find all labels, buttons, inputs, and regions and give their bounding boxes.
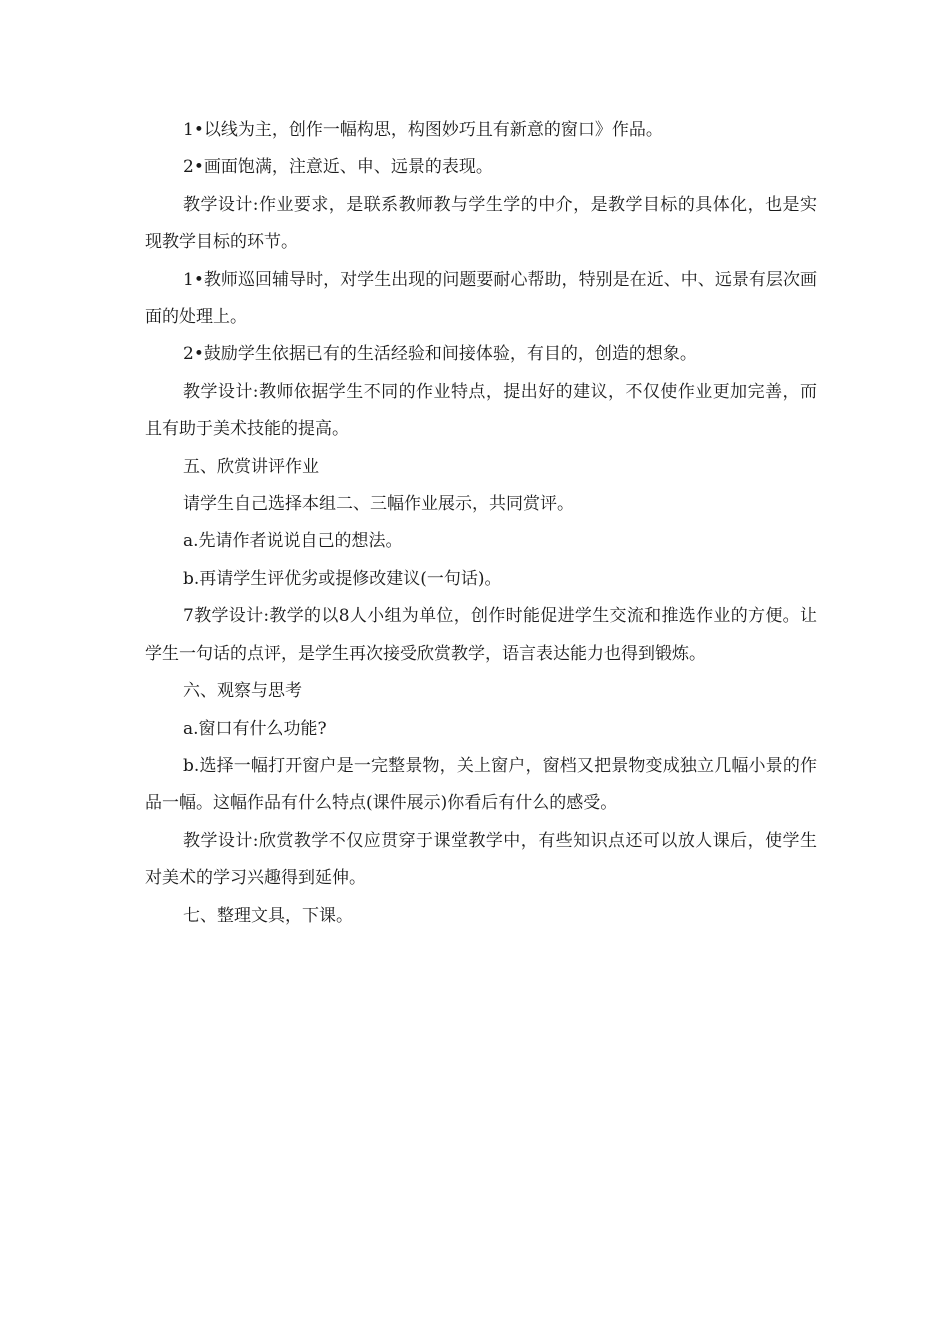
paragraph-design-note-1: 教学设计:作业要求，是联系教师教与学生学的中介，是教学目标的具体化，也是实现教学目标的环节。 (145, 194, 817, 253)
paragraph-observe-a: a.窗口有什么功能? (183, 718, 327, 739)
paragraph-review-a: a.先请作者说说自己的想法。 (183, 531, 403, 552)
paragraph-design-note-4: 教学设计:欣赏教学不仅应贯穿于课堂教学中，有些知识点还可以放人课后，使学生对美术的学习兴趣得到延伸。 (145, 830, 817, 889)
section-heading-6: 六、观察与思考 (183, 681, 302, 702)
paragraph-guidance-2: 2•鼓励学生依据已有的生活经验和间接体验，有目的，创造的想象。 (183, 344, 697, 365)
section-heading-5: 五、欣赏讲评作业 (183, 456, 319, 477)
paragraph-review-intro: 请学生自己选择本组二、三幅作业展示，共同赏评。 (183, 494, 574, 515)
paragraph-guidance-1: 1•教师巡回辅导时，对学生出现的问题要耐心帮助，特别是在近、中、远景有层次画面的处理上。 (145, 269, 817, 328)
paragraph-requirement-1: 1•以线为主，创作一幅构思，构图妙巧且有新意的窗口》作品。 (183, 120, 663, 140)
paragraph-observe-b: b.选择一幅打开窗户是一完整景物，关上窗户，窗档又把景物变成独立几幅小景的作品一幅。这幅作品有什么特点(课件展示)你看后有什么的感受。 (145, 755, 817, 814)
document-body (145, 112, 817, 935)
section-heading-7: 七、整理文具，下课。 (183, 905, 353, 926)
paragraph-design-note-2: 教学设计:教师依据学生不同的作业特点，提出好的建议，不仅使作业更加完善，而且有助于美术技能的提高。 (145, 381, 817, 440)
paragraph-requirement-2: 2•画面饱满，注意近、申、远景的表现。 (183, 157, 493, 178)
paragraph-review-b: b.再请学生评优劣或提修改建议(一句话)。 (183, 568, 502, 589)
paragraph-design-note-3: 7教学设计:教学的以8人小组为单位，创作时能促进学生交流和推选作业的方便。让学生一句话的点评，是学生再次接受欣赏教学，语言表达能力也得到锻炼。 (145, 606, 817, 664)
